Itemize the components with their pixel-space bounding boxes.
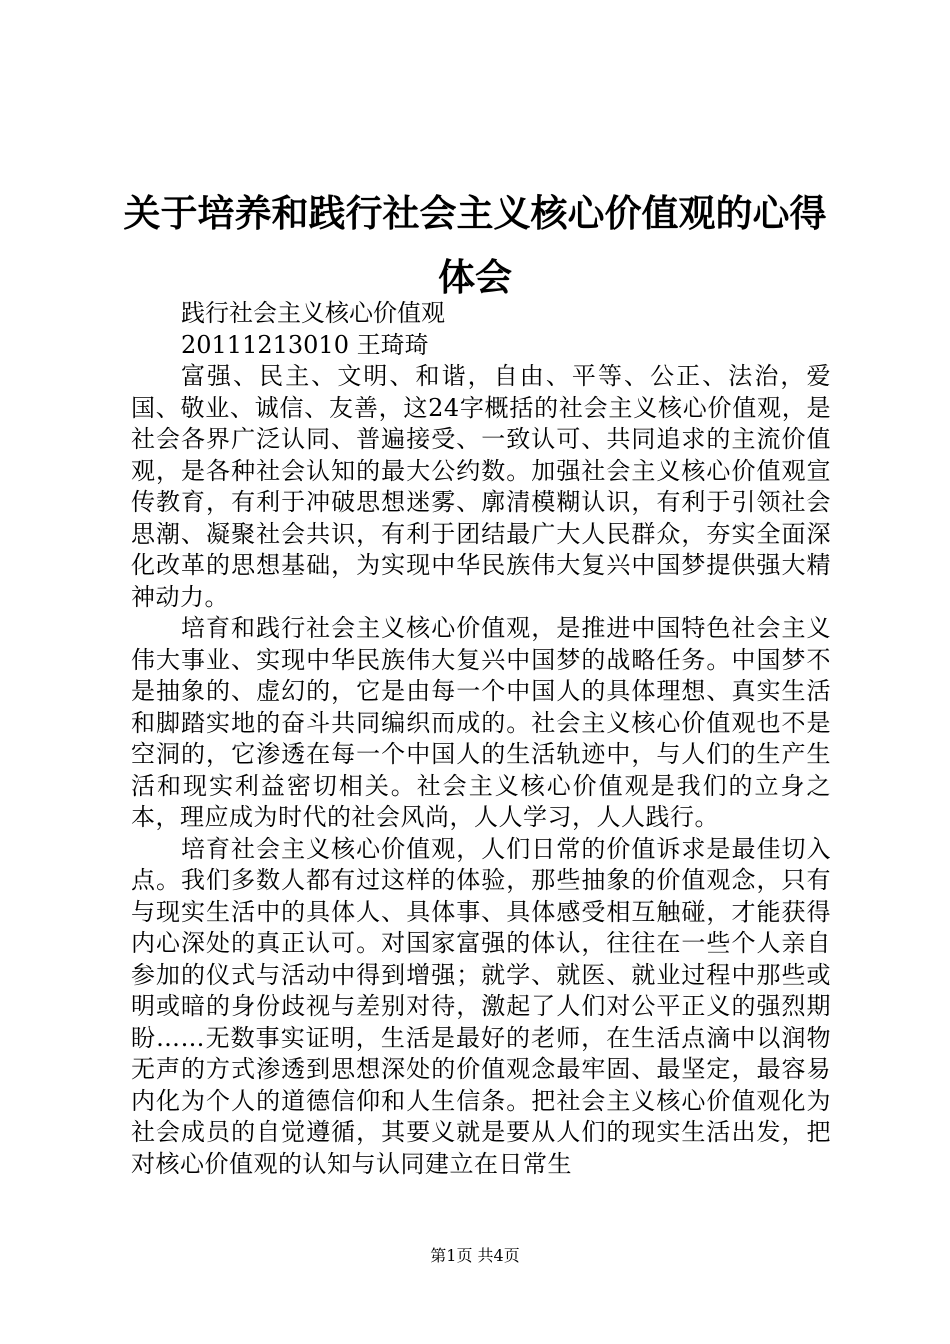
author-line: 20111213010 王琦琦 <box>181 330 429 359</box>
paragraph-2: 培育和践行社会主义核心价值观，是推进中国特色社会主义伟大事业、实现中华民族伟大复兴中国梦的战略任务。中国梦不是抽象的、虚幻的，它是由每一个中国人的具体理想、真实生活和脚踏实地的奋斗共同编织而成的。社会主义核心价值观也不是空洞的，它渗透在每一个中国人的生活轨迹中，与人们的生产生活和现实利益密切相关。社会主义核心价值观是我们的立身之本，理应成为时代的社会风尚，人人学习，人人践行。 <box>131 614 831 831</box>
paragraph-3: 培育社会主义核心价值观，人们日常的价值诉求是最佳切入点。我们多数人都有过这样的体验，那些抽象的价值观念，只有与现实生活中的具体人、具体事、具体感受相互触碰，才能获得内心深处的真正认可。对国家富强的体认，往往在一些个人亲自参加的仪式与活动中得到增强；就学、就医、就业过程中那些或明或暗的身份歧视与差别对待，激起了人们对公平正义的强烈期盼……无数事实证明，生活是最好的老师，在生活点滴中以润物无声的方式渗透到思想深处的价值观念最牢固、最坚定，最容易内化为个人的道德信仰和人生信条。把社会主义核心价值观化为社会成员的自觉遵循，其要义就是要从人们的现实生活出发，把对核心价值观的认知与认同建立在日常生 <box>131 834 831 1178</box>
subtitle: 践行社会主义核心价值观 <box>181 299 445 327</box>
paragraph-1: 富强、民主、文明、和谐，自由、平等、公正、法治，爱国、敬业、诚信、友善，这24字概括的社会主义核心价值观，是社会各界广泛认同、普遍接受、一致认可、共同追求的主流价值观，是各种社会认知的最大公约数。加强社会主义核心价值观宣传教育，有利于冲破思想迷雾、廓清模糊认识，有利于引领社会思潮、凝聚社会共识，有利于团结最广大人民群众，夯实全面深化改革的思想基础，为实现中华民族伟大复兴中国梦提供强大精神动力。 <box>131 362 831 611</box>
page-title: 关于培养和践行社会主义核心价值观的心得体会 <box>123 192 827 299</box>
page-footer: 第1页 共4页 <box>430 1246 520 1265</box>
document-body <box>131 298 831 1180</box>
